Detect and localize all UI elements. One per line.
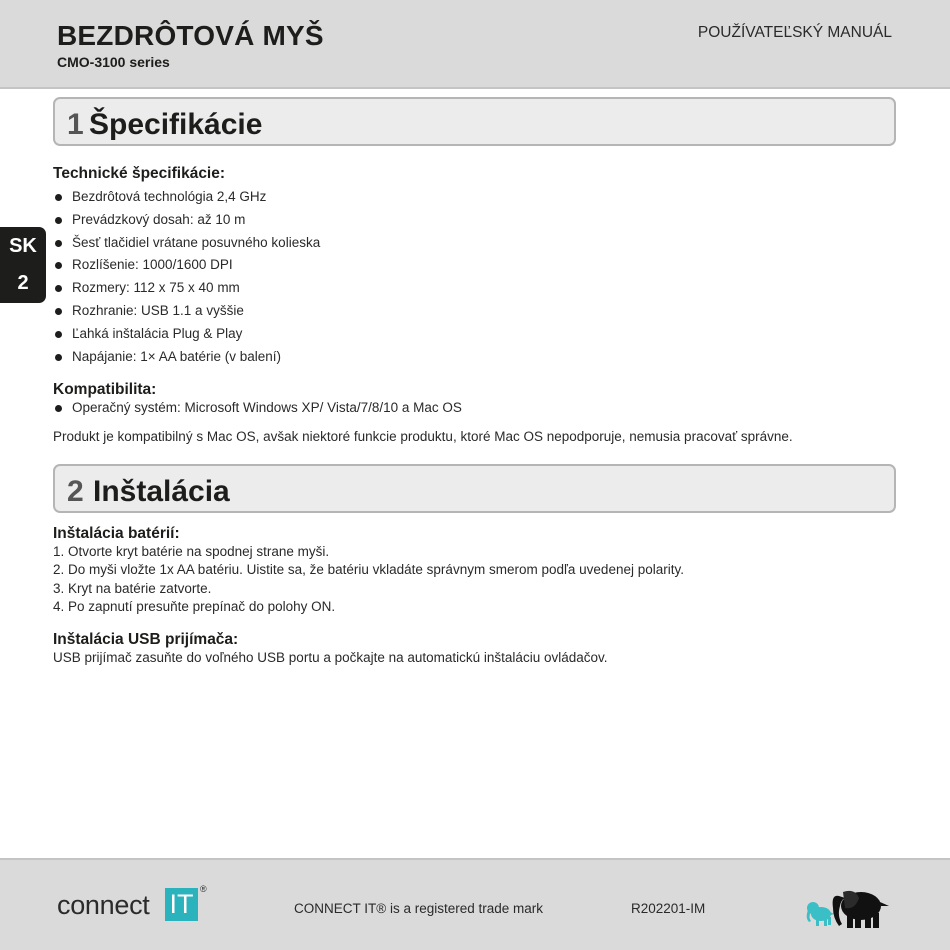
list-item: 1. Otvorte kryt batérie na spodnej strane myši.: [53, 544, 330, 559]
list-item: Prevádzkový dosah: až 10 m: [53, 209, 320, 232]
list-item: 3. Kryt na batérie zatvorte.: [53, 580, 212, 596]
bullet-icon: [55, 262, 62, 269]
battery-install-heading: Inštalácia batérií:: [53, 525, 180, 542]
list-item: Rozmery: 112 x 75 x 40 mm: [53, 277, 320, 300]
list-item: Operačný systém: Microsoft Windows XP/ Vista/7/8/10 a Mac OS: [53, 397, 462, 420]
page-footer: [0, 858, 950, 950]
logo-wordmark: connect: [57, 890, 150, 920]
tech-specs-list: [53, 186, 320, 368]
elephants-icon: [803, 884, 893, 930]
page-number: 2: [17, 272, 29, 294]
list-item: Rozlíšenie: 1000/1600 DPI: [53, 254, 320, 277]
section-title: Inštalácia: [93, 475, 230, 508]
language-page-tab: [0, 227, 46, 303]
tech-specs-heading: Technické špecifikácie:: [53, 165, 226, 182]
bullet-icon: [55, 194, 62, 201]
list-item: 2. Do myši vložte 1x AA batériu. Uistite sa, že batériu vkladáte správnym smerom podľa uvedenej polarity.: [53, 562, 684, 578]
bullet-icon: [55, 217, 62, 224]
manual-label: POUŽÍVATEĽSKÝ MANUÁL: [697, 24, 892, 41]
bullet-icon: [55, 331, 62, 338]
list-item: Šesť tlačidiel vrátane posuvného kolieska: [53, 232, 320, 255]
logo-it-box: IT: [165, 888, 198, 921]
compatibility-list: [53, 397, 462, 420]
bullet-icon: [55, 308, 62, 315]
section-title: Špecifikácie: [89, 108, 263, 141]
trademark-notice: CONNECT IT® is a registered trade mark: [294, 901, 544, 916]
compatibility-note: Produkt je kompatibilný s Mac OS, avšak niektoré funkcie produktu, ktoré Mac OS nepodporuje, nemusia pracovať správne.: [53, 429, 793, 444]
language-code: SK: [9, 235, 37, 257]
usb-install-text: USB prijímač zasuňte do voľného USB portu a počkajte na automatickú inštaláciu ovládačov.: [53, 650, 608, 665]
battery-install-steps: [53, 543, 684, 616]
compatibility-heading: Kompatibilita:: [53, 381, 157, 398]
bullet-icon: [55, 285, 62, 292]
list-item: 4. Po zapnutí presuňte prepínač do polohy ON.: [53, 598, 336, 614]
product-title: BEZDRÔTOVÁ MYŠ: [57, 20, 324, 51]
bullet-icon: [55, 354, 62, 361]
list-item: Ľahká inštalácia Plug & Play: [53, 323, 320, 346]
usb-install-heading: Inštalácia USB prijímača:: [53, 631, 239, 648]
list-item: Bezdrôtová technológia 2,4 GHz: [53, 186, 320, 209]
section-number: 2: [67, 475, 84, 508]
section-heading-specifications: [53, 97, 896, 146]
list-item: Napájanie: 1× AA batérie (v balení): [53, 346, 320, 369]
bullet-icon: [55, 405, 62, 412]
bullet-icon: [55, 240, 62, 247]
page-header: [0, 0, 950, 89]
product-series: CMO-3100 series: [57, 54, 170, 70]
section-number: 1: [67, 108, 84, 141]
logo-registered-mark: ®: [200, 884, 207, 894]
document-code: R202201-IM: [631, 901, 706, 916]
list-item: Rozhranie: USB 1.1 a vyššie: [53, 300, 320, 323]
section-heading-installation: [53, 464, 896, 513]
